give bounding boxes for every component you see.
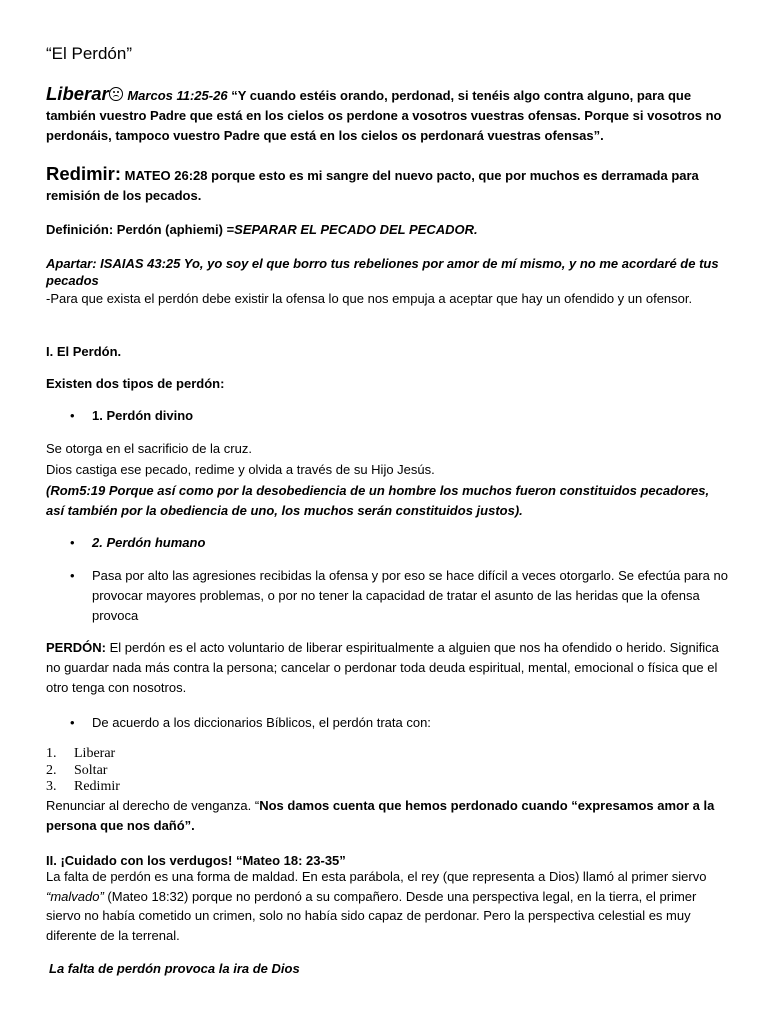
bullet: • <box>70 715 75 730</box>
perdon-definition-paragraph <box>46 638 730 698</box>
castiga-line: Dios castiga ese pecado, redime y olvida a través de su Hijo Jesús. <box>46 462 435 477</box>
liberar-reference: Marcos 11:25-26 <box>127 88 228 103</box>
list-item-diccionarios <box>46 713 730 733</box>
apartar-text: Apartar: ISAIAS 43:25 Yo, yo soy el que borro tus rebeliones por amor de mí mismo, y no me acordaré de tus pecados <box>46 256 719 288</box>
ofensa-paragraph: -Para que exista el perdón debe existir la ofensa lo que nos empuja a aceptar que hay un ofendido y un ofensor. <box>46 291 693 306</box>
perdon-label: PERDÓN: <box>46 640 106 655</box>
section-heading-1: I. El Perdón. <box>46 344 122 359</box>
page-title: “El Perdón” <box>46 44 132 63</box>
definition-label: Definición: Perdón (aphiemi) = <box>46 222 235 237</box>
renunciar-plain: Renunciar al derecho de venganza. “ <box>46 798 260 813</box>
definition-value: SEPARAR EL PECADO DEL PECADOR. <box>234 222 478 237</box>
list-item-pasa <box>46 566 730 628</box>
falta-paragraph: La falta de perdón es una forma de maldad. En esta parábola, el rey (que representa a Dios) llamó al primer siervo “malvado” (Mateo 18:32) porque no perdonó a su compañero. Desde una perspectiva legal, en la tierra, el primer siervo no había cometido un crimen, solo no había sido capaz de perdonar. Pero la perspectiva celestial es muy diferente de la terrenal. <box>46 869 707 943</box>
diccionarios-text: De acuerdo a los diccionarios Bíblicos, el perdón trata con: <box>92 715 431 730</box>
list-item-divino <box>46 406 730 426</box>
frown-face-icon <box>109 87 123 101</box>
section-heading-2: II. ¡Cuidado con los verdugos! “Mateo 18: 23-35” <box>46 853 346 868</box>
divino-heading: 1. Perdón divino <box>92 408 194 423</box>
cruz-line: Se otorga en el sacrificio de la cruz. <box>46 441 252 456</box>
list-item: 3. Redimir <box>46 779 120 794</box>
pasa-text: Pasa por alto las agresiones recibidas la ofensa y por eso se hace difícil a veces otorgarlo. Se efectúa para no provocar mayores problemas, o por no tener la capacidad de tratar el asunto de las heridas que la ofensa provoca <box>92 568 728 623</box>
tipos-heading: Existen dos tipos de perdón: <box>46 376 225 391</box>
ira-line: La falta de perdón provoca la ira de Dios <box>49 961 300 976</box>
renunciar-bold: Nos damos cuenta que hemos perdonado cuando “expresamos amor a la persona que nos dañó”. <box>46 798 715 833</box>
humano-heading: 2. Perdón humano <box>92 535 206 550</box>
liberar-heading: Liberar <box>46 83 109 104</box>
redimir-heading: Redimir: <box>46 163 122 184</box>
redimir-text: porque esto es mi sangre del nuevo pacto, que por muchos es derramada para remisión de los pecados. <box>46 168 699 203</box>
bullet: • <box>70 408 75 423</box>
redimir-paragraph <box>46 164 730 206</box>
romanos-quote: (Rom5:19 Porque así como por la desobediencia de un hombre los muchos fueron constituidos pecadores, así también por la obediencia de uno, los muchos serán constituidos justos). <box>46 483 710 518</box>
list-item: 1. Liberar <box>46 746 116 761</box>
perdon-text: El perdón es el acto voluntario de liberar espiritualmente a alguien que nos ha ofendido o herido. Significa no guardar nada más contra la persona; cancelar o perdonar toda deuda espiritual, mental, emocional o física que el otro tenga con nosotros. <box>46 640 719 695</box>
liberar-paragraph <box>46 84 730 146</box>
redimir-reference: MATEO 26:28 <box>124 168 208 183</box>
bullet: • <box>70 535 75 550</box>
bullet: • <box>70 568 75 583</box>
definition-paragraph <box>46 220 730 240</box>
numbered-list <box>46 746 730 796</box>
liberar-quote: “Y cuando estéis orando, perdonad, si tenéis algo contra alguno, para que también vuestro Padre que está en los cielos os perdone a vosotros vuestras ofensas. Porque si vosotros no perdonáis, tampoco vuestro Padre que está en los cielos os perdonará vuestras ofensas”. <box>46 88 722 143</box>
renunciar-paragraph <box>46 796 730 836</box>
list-item-humano <box>46 533 730 553</box>
apartar-paragraph <box>46 255 730 289</box>
malvado-term: “malvado” <box>46 888 104 904</box>
list-item: 2. Soltar <box>46 762 108 778</box>
